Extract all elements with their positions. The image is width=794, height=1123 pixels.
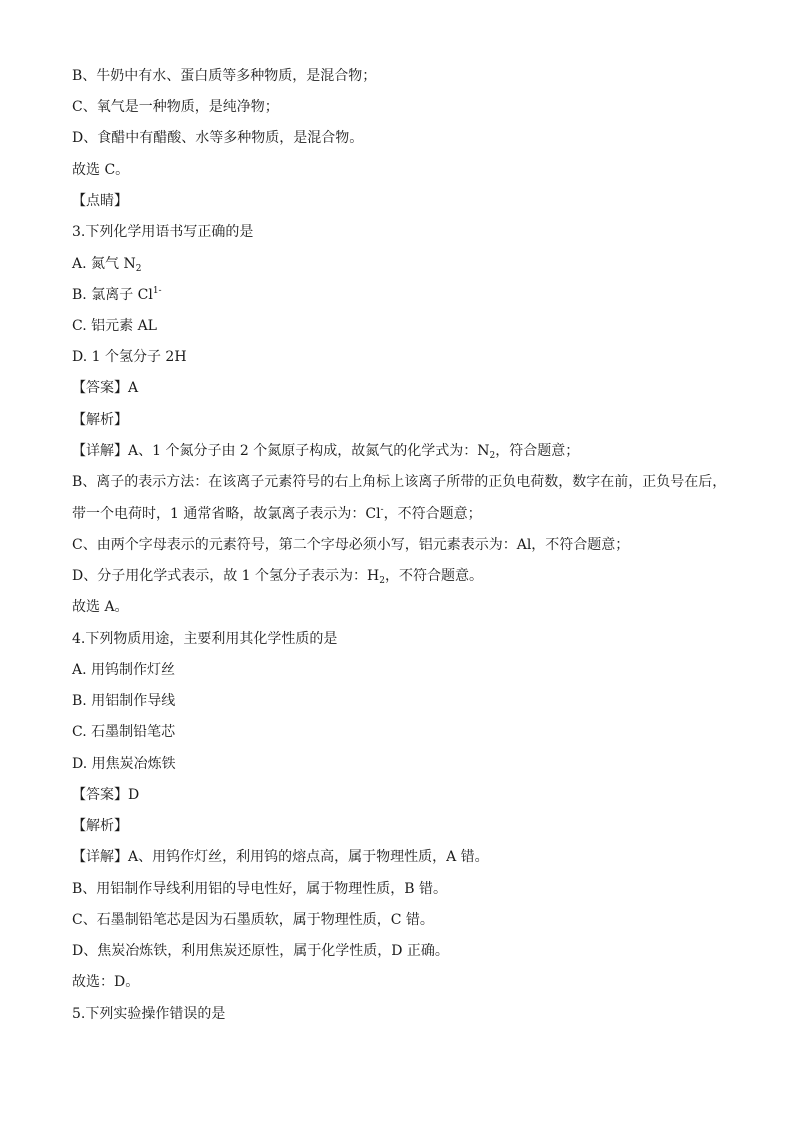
option-b: B. 用铝制作导线 [72,693,176,709]
text-line: D、食醋中有醋酸、水等多种物质，是混合物。 [72,130,364,146]
answer-tag: 【答案】D [72,787,140,803]
option-text: A. 氮气 N [72,256,136,272]
option-d: D. 用焦炭冶炼铁 [72,756,176,772]
section-tag: 【点睛】 [72,193,128,209]
option-b [72,285,754,305]
detail-line [72,504,754,524]
subscript: 2 [379,576,385,586]
detail-line: C、由两个字母表示的元素符号，第二个字母必须小写，铝元素表示为：Al，不符合题意； [72,537,630,553]
detail-text: ，不符合题意； [383,506,482,522]
detail-line: B、用铝制作导线利用铝的导电性好，属于物理性质，B 错。 [72,881,448,897]
option-text: B. 氯离子 Cl [72,287,153,303]
analysis-tag: 【解析】 [72,818,128,834]
detail-line [72,441,754,461]
question-3: 3.下列化学用语书写正确的是 [72,224,254,240]
detail-text: ，不符合题意。 [384,568,483,584]
detail-text: 【详解】A、1 个氮分子由 2 个氮原子构成，故氮气的化学式为：N [72,443,490,459]
detail-line: D、焦炭冶炼铁，利用焦炭还原性，属于化学性质，D 正确。 [72,943,449,959]
text-line: C、氧气是一种物质，是纯净物； [72,99,279,115]
detail-line: C、石墨制铅笔芯是因为石墨质软，属于物理性质，C 错。 [72,912,434,928]
superscript: 1- [152,286,162,296]
option-d: D. 1 个氢分子 2H [72,349,187,365]
text-line: 故选 C。 [72,162,130,178]
text-line: B、牛奶中有水、蛋白质等多种物质，是混合物； [72,68,377,84]
detail-text: 带一个电荷时，1 通常省略，故氯离子表示为：Cl [72,506,381,522]
detail-text: ，符合题意； [495,443,580,459]
analysis-tag: 【解析】 [72,412,128,428]
option-c: C. 石墨制铅笔芯 [72,724,176,740]
subscript: 2 [489,451,496,461]
option-c: C. 铝元素 AL [72,318,157,334]
text-line: 故选：D。 [72,974,140,990]
option-a [72,254,754,274]
subscript: 2 [135,264,142,274]
detail-line: B、离子的表示方法：在该离子元素符号的右上角标上该离子所带的正负电荷数，数字在前，正负号在后， [72,474,727,490]
answer-tag: 【答案】A [72,380,139,396]
text-line: 故选 A。 [72,599,129,615]
detail-line: 【详解】A、用钨作灯丝，利用钨的熔点高，属于物理性质，A 错。 [72,849,489,865]
question-4: 4.下列物质用途，主要利用其化学性质的是 [72,631,338,647]
question-5: 5.下列实验操作错误的是 [72,1006,226,1022]
detail-line [72,566,754,586]
superscript: - [380,505,384,515]
option-a: A. 用钨制作灯丝 [72,662,176,678]
detail-text: D、分子用化学式表示，故 1 个氢分子表示为：H [72,568,380,584]
